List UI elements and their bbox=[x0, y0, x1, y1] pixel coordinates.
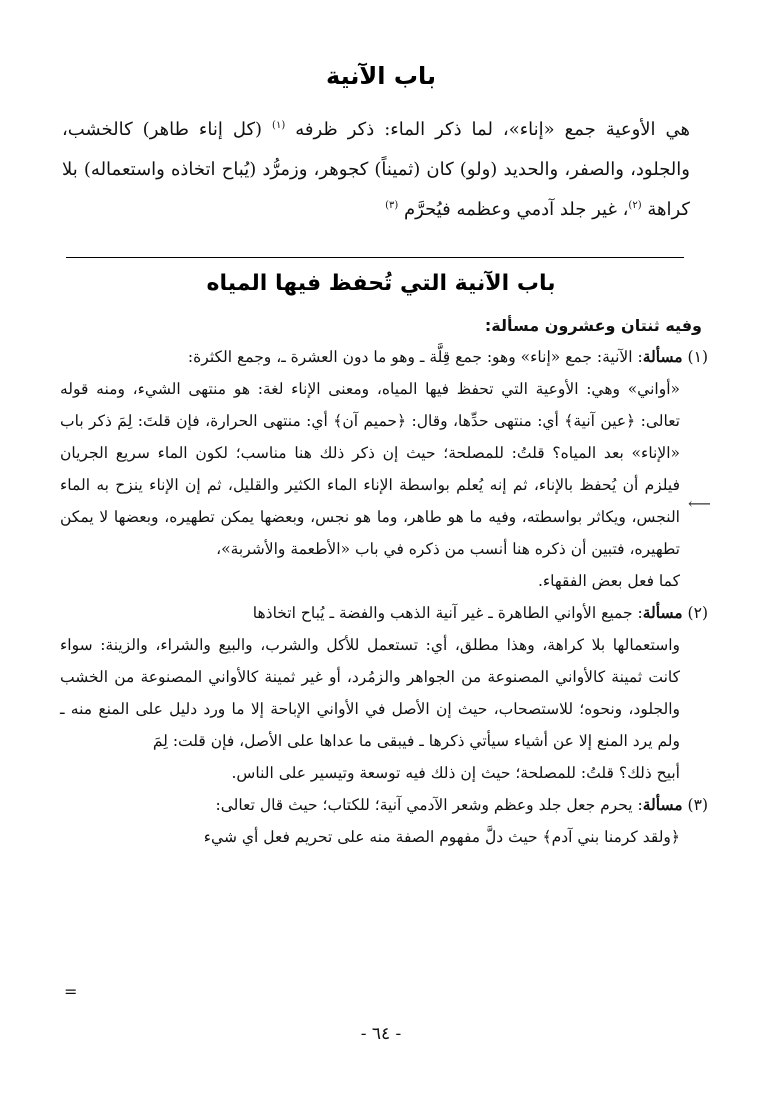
masala-3 bbox=[60, 789, 708, 853]
masala-first-line: : يحرم جعل جلد وعظم وشعر الآدمي آنية؛ للكتاب؛ حيث قال تعالى: bbox=[215, 796, 643, 814]
margin-arrow-icon: ⟵ bbox=[688, 494, 711, 513]
masala-last-line: أبيح ذلك؟ قلتُ: للمصلحة؛ حيث إن ذلك فيه توسعة وتيسير على الناس. bbox=[231, 764, 680, 782]
matn-paragraph bbox=[62, 110, 690, 230]
separator-line bbox=[66, 257, 684, 258]
masala-heading: مسألة bbox=[642, 347, 683, 366]
masala-body: واستعمالها بلا كراهة، وهذا مطلق، أي: تستعمل للأكل والشرب، والبيع والشراء، والزينة: سواء كانت ثمينة كالأواني المصنوعة من الجواهر والزمُرد، أو غير ثمينة كالأواني المصنوعة من الخشب والجلود، ونحوه؛ للاستصحاب، حيث إن الأصل في الأواني الإباحة إلا ما ورد دليل على المنع منه ـ ولم يرد المنع إلا عن أشياء سيأتي ذكرها ـ فيبقى ما عداها على الأصل، فإن قلت: لِمَ bbox=[60, 636, 680, 750]
footnote-ref-1[interactable]: (١) bbox=[272, 120, 286, 131]
masala-first-line: : الآنية: جمع «إناء» وهو: جمع قِلَّة ـ وهو ما دون العشرة ـ، وجمع الكثرة: bbox=[187, 348, 643, 366]
matn-title: باب الآنية bbox=[326, 62, 436, 90]
sharh-title: باب الآنية التي تُحفظ فيها المياه bbox=[206, 271, 556, 296]
masala-heading: مسألة bbox=[642, 603, 683, 622]
masala-1 bbox=[60, 341, 708, 597]
masala-number: (٢) bbox=[687, 604, 708, 622]
footnote-ref-3[interactable]: (٣) bbox=[385, 200, 399, 211]
footnote-ref-2[interactable]: (٢) bbox=[628, 200, 642, 211]
masala-heading: مسألة bbox=[642, 795, 683, 814]
matn-text-3: ، غير جلد آدمي وعظمه فيُحرَّم bbox=[404, 199, 629, 220]
masala-last-line: ﴿ولقد كرمنا بني آدم﴾ حيث دلَّ مفهوم الصفة منه على تحريم فعل أي شيء bbox=[203, 828, 680, 846]
masala-number: (١) bbox=[687, 348, 708, 366]
sharh-intro: وفيه ثنتان وعشرون مسألة: bbox=[484, 316, 702, 335]
masala-first-line: : جميع الأواني الطاهرة ـ غير آنية الذهب والفضة ـ يُباح اتخاذها bbox=[252, 604, 643, 622]
matn-text-2: (كل إناء طاهر) كالخشب، والجلود، والصفر، والحديد (ولو) كان (ثميناً) كجوهر، وزمرُّد (يُباح اتخاذه واستعماله) بلا كراهة bbox=[62, 119, 690, 220]
continuation-mark: = bbox=[64, 982, 78, 1001]
sharh-body bbox=[60, 341, 708, 853]
masala-body: «أواني» وهي: الأوعية التي تحفظ فيها المياه، ومعنى الإناء لغة: هو منتهى الشيء، ومنه قوله تعالى: ﴿عين آنية﴾ أي: منتهى حدِّها، وقال: ﴿حميم آن﴾ أي: منتهى الحرارة، فإن قلتَ: لِمَ ذكر باب «الإناء» بعد المياه؟ قلتُ: للمصلحة؛ حيث إن ذكر ذلك هنا مناسب؛ لكون الماء سريع الجريان فيلزم أن يُحفظ بالإناء، ثم إنه يُعلم بواسطة الإناء الماء الكثير والقليل، ثم إن الإناء ينزح به الماء النجس، ويكاثر بواسطته، وفيه ما هو طاهر، وما هو نجس، وبعضها يمكن تطهيره، وبعضها لا يمكن تطهيره، فتبين أن ذكره هنا أنسب من ذكره في باب «الأطعمة والأشربة»، bbox=[60, 380, 680, 558]
masala-last-line: كما فعل بعض الفقهاء. bbox=[537, 572, 680, 590]
matn-text-1: هي الأوعية جمع «إناء»، لما ذكر الماء: ذكر ظرفه bbox=[295, 119, 690, 140]
masala-2 bbox=[60, 597, 708, 789]
masala-number: (٣) bbox=[687, 796, 708, 814]
page-number: - ٦٤ - bbox=[360, 1024, 402, 1044]
